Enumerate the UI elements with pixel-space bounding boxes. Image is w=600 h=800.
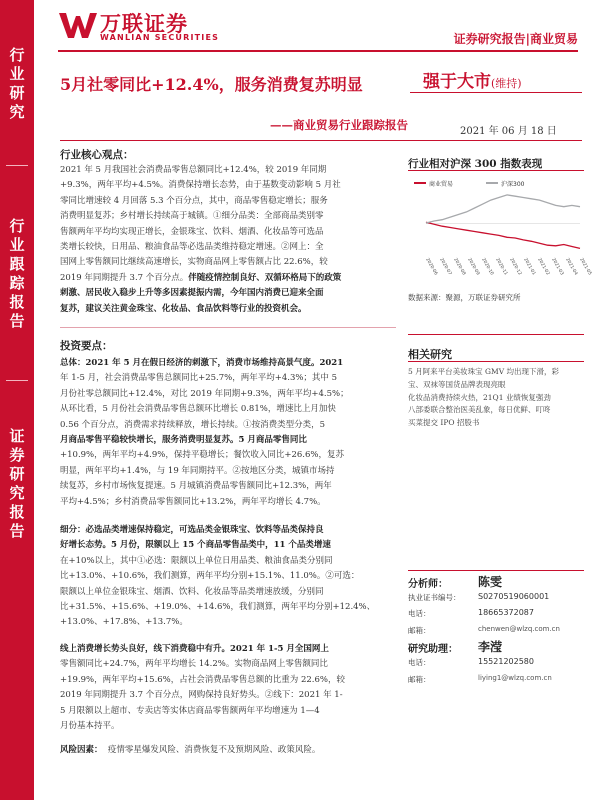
invest-paragraph-category [60, 523, 396, 631]
chart-x-tick-label: 2020-07 [438, 257, 453, 277]
rating-note: (维持) [491, 77, 522, 90]
core-view-heading: 行业核心观点： [60, 149, 134, 161]
text-line: 零售额同比+24.7%，两年平均增长 14.2%。实物商品网上零售额同比 [60, 659, 328, 670]
core-view-paragraph [60, 163, 396, 317]
text-line: 月份社零总额同比+12.4%，对比 2019 年同期+9.3%，两年平均+4.5%； [60, 388, 349, 399]
phone-label: 电话： [408, 609, 431, 618]
rating [423, 67, 522, 92]
related-item[interactable]: 宝、双袜等国货品牌表现亮眼 [408, 379, 506, 389]
chart-x-tick-label: 2020-09 [466, 257, 481, 277]
section-divider [60, 327, 396, 328]
chart-x-tick-label: 2021-02 [536, 257, 551, 277]
analyst-phone: 18665372087 [478, 608, 534, 617]
header-divider [58, 50, 578, 52]
text-line: 平均+4.5%；乡村消费品零售额同比+13.2%，两年平均增长 4.7%。 [60, 496, 326, 507]
text-line: 比+31.5%、+15.6%、+19.0%、+14.6%，我们测算，两年平均分别+12.4%、 [60, 602, 376, 613]
chart-legend [414, 180, 525, 188]
assistant-email-label: 邮箱： [408, 675, 431, 684]
chart-x-tick-label: 2021-01 [522, 257, 537, 277]
chart-x-tick-label: 2020-10 [480, 257, 495, 277]
risk-factors [60, 743, 396, 758]
analyst-name: 陈雯 [478, 575, 503, 589]
related-item[interactable]: 买菜提交 IPO 招股书 [408, 418, 480, 428]
legend-label-sector: 商业贸易 [429, 181, 454, 188]
text-line [60, 271, 396, 286]
chart-title: 行业相对沪深 300 指数表现 [408, 158, 543, 170]
report-title: 5月社零同比+12.4%，服务消费复苏明显 [60, 75, 363, 94]
text-line: 2019 年同期提升 3.7 个百分点，网购保持良好势头。②线下：2021 年 1- [60, 690, 343, 701]
text-line: 月商品零售平稳较快增长，服务消费明显复苏。5 月商品零售同比 [60, 435, 307, 446]
wanlian-logo-icon [58, 11, 98, 39]
text-line: 总体：2021 年 5 月在假日经济的刺激下，消费市场维持高景气度。2021 [60, 358, 344, 368]
invest-paragraph-online [60, 642, 396, 734]
relative-performance-chart [408, 173, 593, 283]
chart-source: 数据来源：聚源，万联证券研究所 [408, 293, 521, 302]
text-line: 5 月限额以上超市、专卖店等实体店商品零售额两年平均增速为 1—4 [60, 705, 320, 716]
legend-label-index: 沪深300 [501, 181, 525, 188]
invest-heading: 投资要点： [60, 340, 113, 352]
assistant-phone-label: 电话： [408, 658, 431, 667]
text-line: 月份基本持平。 [60, 721, 120, 732]
title-divider [60, 140, 582, 141]
text-line: 续复苏，乡村市场恢复提速。5 月城镇消费品零售额同比+12.3%，两年 [60, 481, 332, 492]
sidebar-label-industry-research: 行业研究 [7, 47, 26, 123]
sidebar-divider [6, 165, 28, 166]
assistant-name: 李滢 [478, 640, 503, 654]
analyst-label: 分析师： [408, 579, 448, 590]
chart-x-tick-label: 2021-05 [578, 257, 593, 277]
report-date: 2021 年 06 月 18 日 [460, 126, 557, 137]
related-item[interactable]: 化妆品消费持续火热，21Q1 业绩恢复强劲 [408, 392, 551, 402]
text-line: +19.9%，两年平均+15.6%，占社会消费品零售总额的比重为 22.6%，较 [60, 674, 345, 685]
email-label: 邮箱： [408, 626, 431, 635]
text-line: 年 1-5 月，社会消费品零售总额同比+25.7%，两年平均+4.3%；其中 5 [60, 373, 338, 384]
chart-plot [424, 195, 593, 277]
bold-text-line: 复苏，建议关注黄金珠宝、化妆品、食品饮料等行业的投资机会。 [60, 303, 307, 314]
text-line: 在+10%以上，其中①必选：限额以上单位日用品类、粮油食品类分别同 [60, 555, 333, 566]
text-span: 2019 年同期提升 3.7 个百分点。 [60, 272, 189, 283]
text-line: +13.0%、+17.8%、+13.7%。 [60, 617, 188, 628]
text-line: 2021 年 5 月我国社会消费品零售总额同比+12.4%，较 2019 年同期 [60, 165, 327, 175]
related-item[interactable]: 八部委联合整治医美乱象，每日优鲜、叮咚 [408, 405, 551, 415]
text-line: 售额两年平均均实现正增长，金银珠宝、饮料、烟酒、化妆品等可选品 [60, 226, 324, 237]
brand-name-cn: 万联证券 [100, 12, 188, 36]
bold-text-line: 刺激、居民收入稳步上升等多因素提振内需，今年国内消费已迎来全面 [60, 288, 324, 299]
sidebar-label-securities-report: 证券研究报告 [7, 428, 26, 542]
text-line: 比+13.0%、+10.6%，我们测算，两年平均分别+15.1%、11.0%。②可选： [60, 571, 360, 582]
text-line: 零同比增速较 4 月回落 5.3 个百分点，其中，商品零售稳定增长；服务 [60, 195, 328, 206]
text-line: 线上消费增长势头良好，线下消费稳中有升。2021 年 1-5 月全国网上 [60, 644, 329, 654]
related-research-list [408, 366, 588, 430]
bold-span: 伴随疫情控制良好、双循环格局下的政策 [188, 272, 342, 283]
text-line: 细分：必选品类增速保持稳定，可选品类金银珠宝、饮料等品类保持良 [60, 525, 324, 535]
report-type: 证券研究报告|商业贸易 [453, 32, 578, 46]
text-line: +10.9%，两年平均+4.9%，保持平稳增长；餐饮收入同比+26.6%，复苏 [60, 450, 344, 461]
related-item[interactable]: 5 月阿来平台美妆珠宝 GMV 均出现下滑，彩 [408, 367, 560, 376]
rating-divider [410, 92, 582, 93]
risk-text: 疫情零星爆发风险、消费恢复不及预期风险、政策风险。 [107, 745, 321, 755]
sidebar-label-tracking-report: 行业跟踪报告 [7, 218, 26, 332]
related-divider [408, 361, 584, 362]
cert-number: S0270519060001 [478, 592, 550, 601]
text-line: 国网上零售额同比继续高速增长，实物商品网上零售额占比 22.6%，较 [60, 257, 328, 268]
brand-name-en: WANLIAN SECURITIES [100, 33, 220, 42]
related-research-heading: 相关研究 [408, 348, 452, 361]
text-line: 消费明显复苏；乡村增长持续高于城镇。①细分品类：全部商品类别零 [60, 211, 324, 222]
chart-x-tick-label: 2020-08 [452, 257, 467, 277]
analyst-divider [408, 570, 584, 571]
text-line: +9.3%，两年平均+4.5%。消费保持增长态势，由于基数变动影响 5 月社 [60, 180, 341, 191]
chart-series-line-1 [426, 195, 580, 223]
chart-x-tick-label: 2020-12 [508, 257, 523, 277]
sidebar-band [0, 0, 34, 800]
text-line: 0.56 个百分点，消费需求持续释放，增长持续。①按消费类型分类，5 [60, 419, 326, 430]
chart-x-tick-label: 2020-06 [424, 257, 439, 277]
assistant-email[interactable]: liying1@wlzq.com.cn [478, 674, 552, 682]
cert-label: 执业证书编号： [408, 593, 461, 602]
text-line: 明显，两年平均+1.4%，与 19 年同期持平。②按地区分类，城镇市场持 [60, 465, 335, 476]
text-line: 从环比看，5 月份社会消费品零售总额环比增长 0.81%，增速比上月加快 [60, 404, 336, 415]
chart-title-divider [408, 170, 584, 171]
rating-value: 强于大市 [423, 72, 491, 92]
assistant-phone: 15521202580 [478, 657, 534, 666]
risk-label: 风险因素： [60, 745, 103, 755]
chart-bottom-divider [408, 334, 584, 335]
invest-paragraph-overall [60, 356, 396, 510]
report-subtitle: ——商业贸易行业跟踪报告 [270, 118, 408, 132]
sidebar-divider [6, 380, 28, 381]
assistant-label: 研究助理： [408, 644, 458, 655]
text-line: 限额以上单位金银珠宝、烟酒、饮料、化妆品等品类增速放缓，分别同 [60, 586, 324, 597]
chart-x-tick-label: 2021-04 [564, 257, 579, 277]
chart-x-tick-label: 2021-03 [550, 257, 565, 277]
analyst-email[interactable]: chenwen@wlzq.com.cn [478, 625, 560, 633]
chart-x-tick-label: 2020-11 [494, 257, 509, 277]
chart-series-line-0 [426, 222, 580, 248]
text-line: 类增长较快，日用品、粮油食品等必选品类维持稳定增速。②网上：全 [60, 242, 324, 253]
text-line: 好增长态势。5 月份，限额以上 15 个商品零售品类中，11 个品类增速 [60, 540, 331, 551]
